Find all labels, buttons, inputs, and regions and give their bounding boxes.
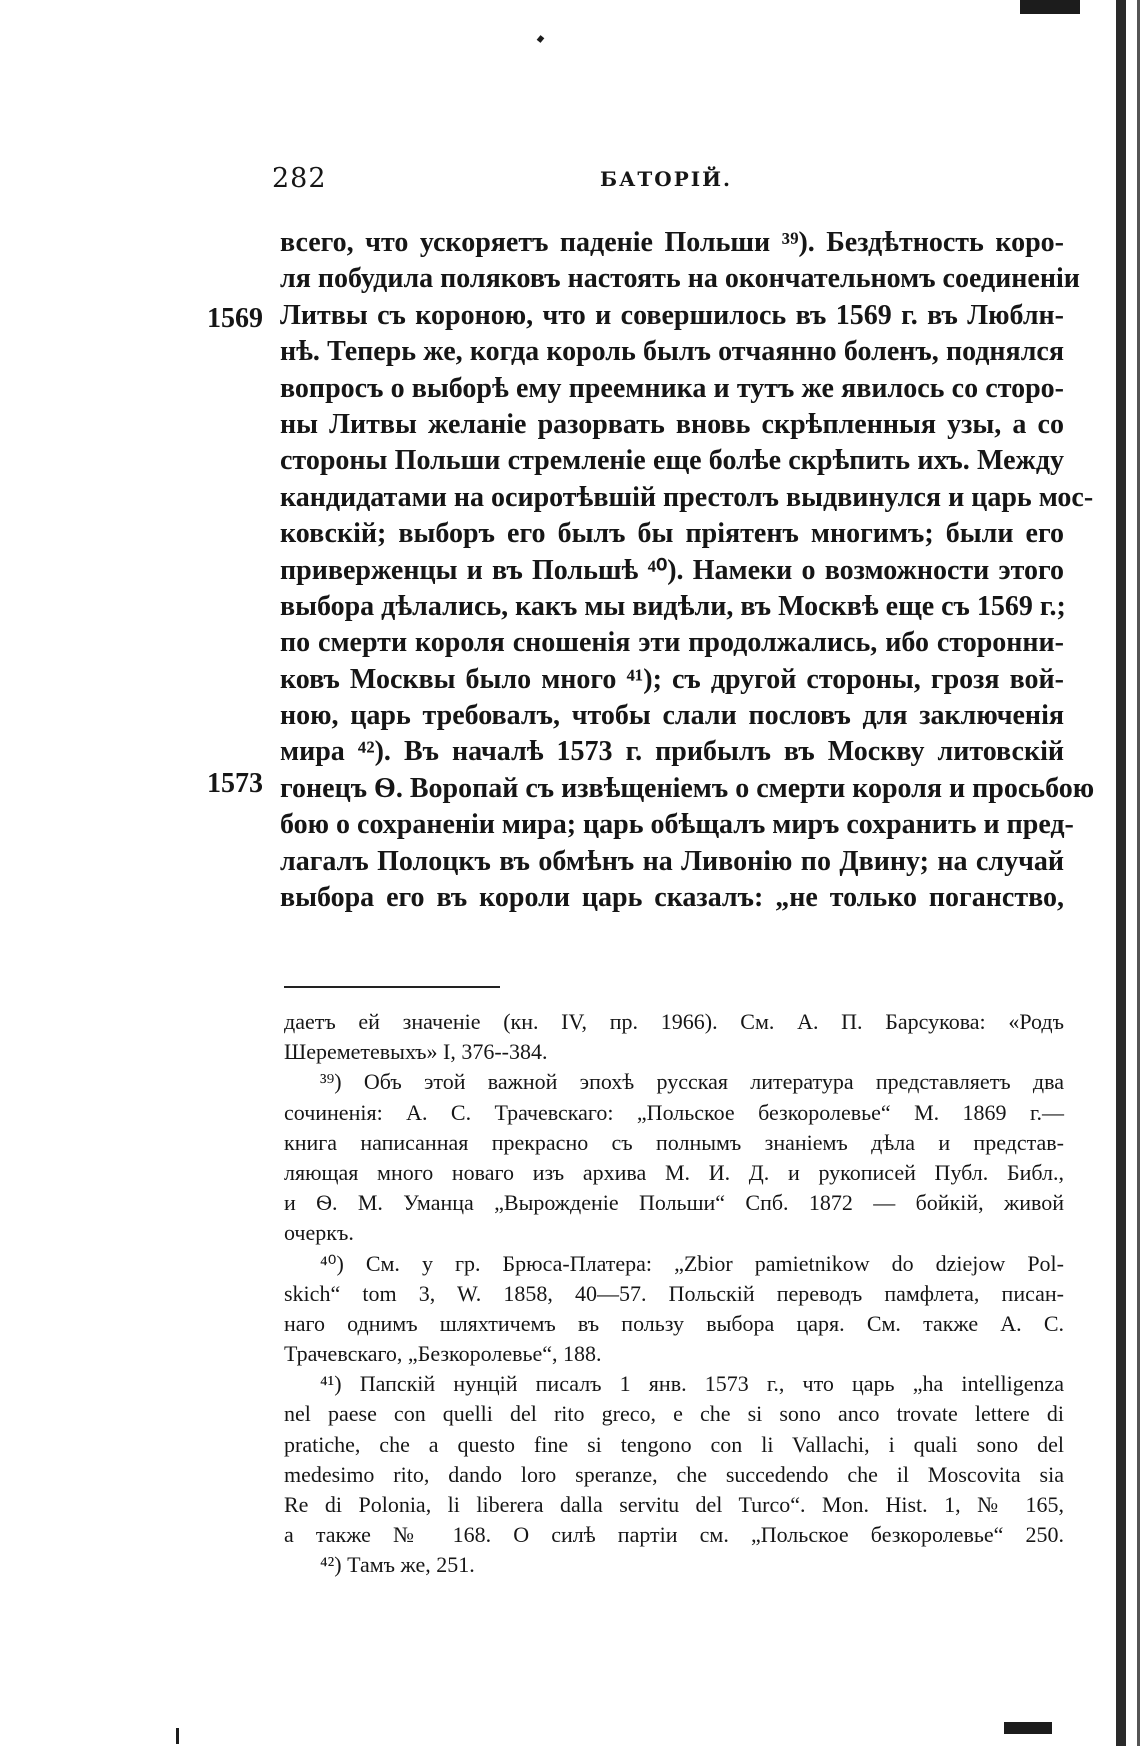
text-line: выбора его въ короли царь сказалъ: „не только поганство,: [280, 882, 1064, 914]
footnote-line: pratiche, che a questo fine si tengono con li Vallachi, i quali sono del: [284, 1431, 1064, 1457]
footnotes: [284, 1007, 1064, 1581]
footnote-line: книга написанная прекрасно съ полнымъ знаніемъ дѣла и представ-: [284, 1129, 1064, 1155]
text-line: ковъ Москвы было много ⁴¹); съ другой стороны, грозя вой-: [280, 663, 1064, 695]
margin-year: 1569: [207, 303, 263, 334]
footnote-line: сочиненія: А. С. Трачевскаго: „Польское безкоролевье“ М. 1869 г.—: [284, 1099, 1064, 1125]
footnote-line: даетъ ей значеніе (кн. IV, пр. 1966). См. А. П. Барсукова: «Родъ: [284, 1009, 1064, 1034]
text-line: выбора дѣлались, какъ мы видѣли, въ Москвѣ еще съ 1569 г.;: [280, 590, 1066, 622]
text-line: лагалъ Полоцкъ въ обмѣнъ на Ливонію по Двину; на случай: [280, 845, 1064, 877]
scan-speck: [1004, 1722, 1052, 1734]
text-line: вопросъ о выборѣ ему преемника и тутъ же явилось со сторо-: [280, 372, 1064, 404]
footnote-41: ⁴¹) Папскій нунцій писалъ 1 янв. 1573 г., что царь „ha intelligenza: [320, 1371, 1064, 1397]
footnote-line: skich“ tom 3, W. 1858, 40—57. Польскій переводъ памфлета, писан-: [284, 1280, 1064, 1306]
text-line: стороны Польши стремленіе еще болѣе скрѣпить ихъ. Между: [280, 445, 1064, 477]
footnote-line: Трачевскаго, „Безкоролевье“, 188.: [284, 1341, 602, 1367]
text-line: гонецъ Ѳ. Воропай съ извѣщеніемъ о смерти короля и просьбою: [280, 772, 1095, 804]
footnote-39: ³⁹) Объ этой важной эпохѣ русская литература представляетъ два: [320, 1069, 1064, 1095]
text-line: ною, царь требовалъ, чтобы слали пословъ для заключенія: [280, 700, 1064, 732]
scan-speck: [537, 35, 545, 43]
body-text: [280, 225, 1095, 916]
running-title: БАТОРІЙ.: [600, 167, 732, 191]
text-line: мира ⁴²). Въ началѣ 1573 г. прибылъ въ Москву литовскій: [280, 736, 1064, 768]
footnote-line: nel paese con quelli del rito greco, e che si sono anco trovate lettere di: [284, 1401, 1064, 1427]
text-line: по смерти короля сношенія эти продолжались, ибо сторонни-: [280, 627, 1064, 659]
footnote-line: Шереметевыхъ» I, 376--384.: [284, 1039, 548, 1065]
footnote-line: medesimo rito, dando loro speranze, che succedendo che il Moscovita sia: [284, 1461, 1064, 1487]
footnote-line: а также № 168. О силѣ партіи см. „Польское безкоролевье“ 250.: [284, 1522, 1064, 1548]
footnote-line: Re di Polonia, li liberera dalla servitu del Turco“. Mon. Hist. 1, № 165,: [284, 1492, 1064, 1517]
text-line: нѣ. Теперь же, когда король былъ отчаянно боленъ, поднялся: [280, 336, 1064, 368]
scan-edge-shadow: [1116, 0, 1126, 1746]
text-line: ны Литвы желаніе разорвать вновь скрѣпленныя узы, а со: [280, 408, 1064, 440]
text-line: кандидатами на осиротѣвшій престолъ выдвинулся и царь мос-: [280, 481, 1094, 513]
text-line: всего, что ускоряетъ паденіе Польши ³⁹). Бездѣтность коро-: [280, 227, 1064, 258]
scan-speck: [1020, 0, 1080, 14]
text-line: Литвы съ короною, что и совершилось въ 1569 г. въ Люблн-: [280, 299, 1064, 331]
footnote-40: ⁴⁰) См. у гр. Брюса-Платера: „Zbior pamietnikow do dziejow Pol-: [320, 1250, 1064, 1276]
text-line: ля побудила поляковъ настоять на окончательномъ соединеніи: [280, 263, 1080, 295]
footnote-separator: [284, 986, 500, 988]
margin-year: 1573: [207, 768, 263, 799]
text-line: бою о сохраненіи мира; царь обѣщалъ миръ сохранить и пред-: [280, 809, 1074, 841]
text-line: ковскій; выборъ его былъ бы пріятенъ многимъ; были его: [280, 518, 1064, 550]
text-line: приверженцы и въ Польшѣ ⁴⁰). Намеки о возможности этого: [280, 554, 1064, 586]
footnote-line: наго однимъ шляхтичемъ въ пользу выбора царя. См. также А. С.: [284, 1310, 1064, 1336]
page-number: 282: [272, 163, 327, 194]
footnote-line: очеркъ.: [284, 1220, 354, 1246]
footnote-line: и Ѳ. М. Уманца „Вырожденіе Польши“ Спб. 1872 — бойкій, живой: [284, 1190, 1064, 1216]
scan-speck: [176, 1728, 179, 1744]
footnote-42: ⁴²) Тамъ же, 251.: [320, 1552, 475, 1578]
footnote-line: ляющая много новаго изъ архива М. И. Д. и рукописей Публ. Библ.,: [284, 1159, 1064, 1185]
page-header: [272, 163, 1060, 199]
